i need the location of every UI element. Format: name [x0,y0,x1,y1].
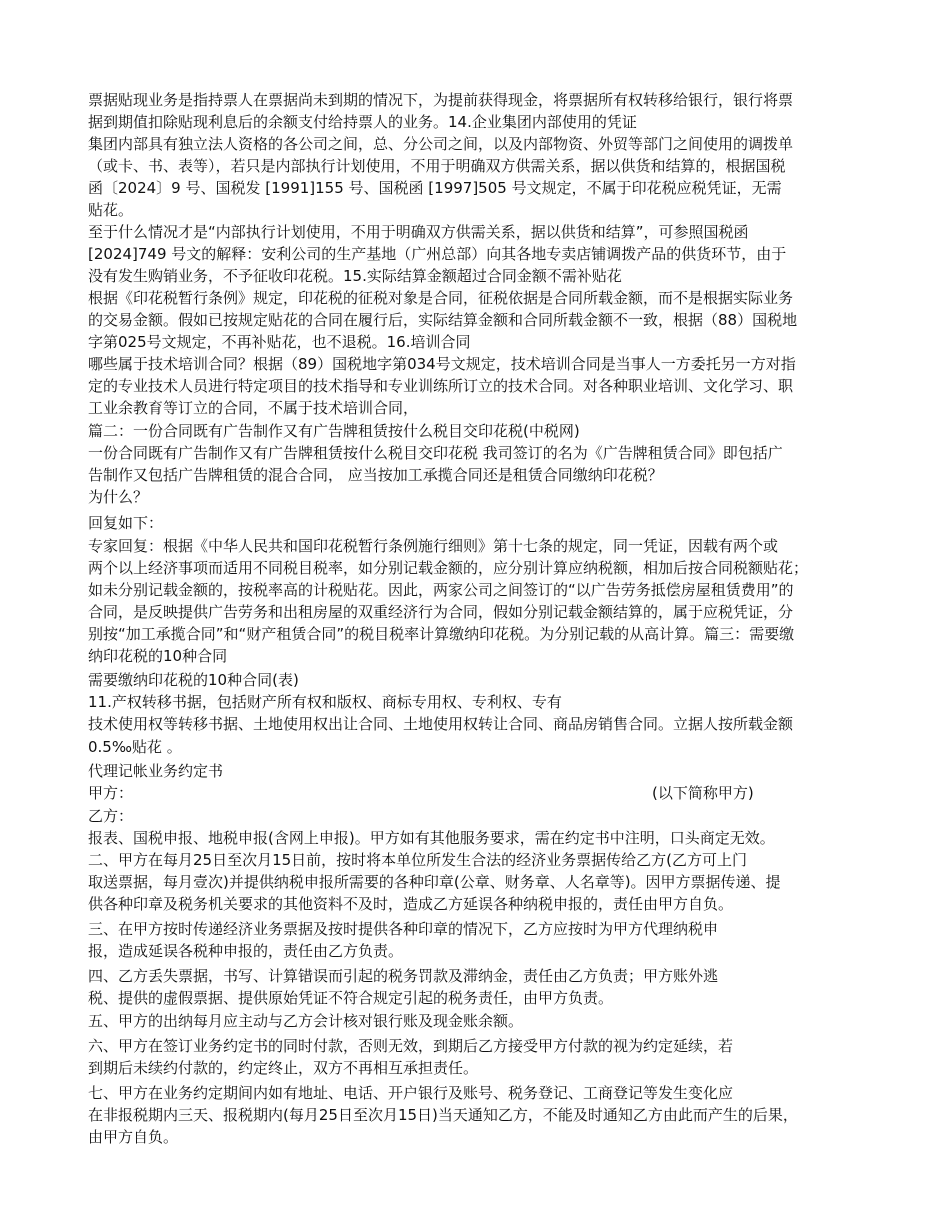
text-line: 回复如下： [88,514,164,532]
text-line: （或卡、书、表等），若只是内部执行计划使用，不用于明确双方供需关系，据以供货和结算的，根据国税 [88,157,786,175]
party-a-note: (以下简称甲方) [652,784,754,802]
text-line: 税、提供的虚假票据、提供原始凭证不符合规定引起的税务责任，由甲方负责。 [88,989,614,1007]
text-line: 一份合同既有广告制作又有广告牌租赁按什么税目交印花税 我司签订的名为《广告牌租赁合同》即包括广 [88,444,783,462]
text-line: 报表、国税申报、地税申报(含网上申报)。甲方如有其他服务要求，需在约定书中注明，口头商定无效。 [88,829,775,847]
text-line: 根据《印花税暂行条例》规定，印花税的征税对象是合同，征税依据是合同所载金额，而不是根据实际业务 [88,289,794,307]
text-line: 集团内部具有独立法人资格的各公司之间，总、分公司之间，以及内部物资、外贸等部门之间使用的调拨单 [88,135,794,153]
party-b-label: 乙方： [88,807,134,825]
text-line: 函〔2024〕9 号、国税发 [1991]155 号、国税函 [1997]505 号文规定，不属于印花税应税凭证，无需 [88,179,782,197]
text-line: 如未分别记载金额的，按税率高的计税贴花。因此，两家公司之间签订的“以广告劳务抵偿房屋租赁费用”的 [88,581,794,599]
text-line: 哪些属于技术培训合同？根据（89）国税地字第034号文规定，技术培训合同是当事人一方委托另一方对指 [88,355,796,373]
text-line: 0.5‰贴花 。 [88,738,182,756]
text-line: 五、甲方的出纳每月应主动与乙方会计核对银行账及现金账余额。 [88,1012,524,1030]
text-line: 票据贴现业务是指持票人在票据尚未到期的情况下，为提前获得现金，将票据所有权转移给银行，银行将票 [88,91,794,109]
text-line: 没有发生购销业务，不予征收印花税。15.实际结算金额超过合同金额不需补贴花 [88,267,622,285]
section-heading: 篇二：一份合同既有广告制作又有广告牌租赁按什么税目交印花税(中税网) [88,422,580,440]
text-line: [2024]749 号文的解释：安利公司的生产基地（广州总部）向其各地专卖店铺调拨产品的供货环节，由于 [88,245,787,263]
text-line: 由甲方自负。 [88,1128,179,1146]
text-line: 四、乙方丢失票据，书写、计算错误而引起的税务罚款及滞纳金，责任由乙方负责；甲方账外逃 [88,967,719,985]
text-line: 字第025号文规定，不再补贴花，也不退税。16.培训合同 [88,333,471,351]
text-line: 告制作又包括广告牌租赁的混合合同， 应当按加工承揽合同还是租赁合同缴纳印花税？ [88,466,663,484]
text-line: 三、在甲方按时传递经济业务票据及按时提供各种印章的情况下，乙方应按时为甲方代理纳税申 [88,920,719,938]
text-line: 纳印花税的10种合同 [88,647,228,665]
text-line: 的交易金额。假如已按规定贴花的合同在履行后，实际结算金额和合同所载金额不一致，根据（88）国税地 [88,311,798,329]
text-line: 两个以上经济事项而适用不同税目税率，如分别记载金额的，应分别计算应纳税额，相加后按合同税额贴花； [88,559,809,577]
text-line: 供各种印章及税务机关要求的其他资料不及时，造成乙方延误各种纳税申报的，责任由甲方自负。 [88,895,734,913]
party-a-label: 甲方： [88,784,134,802]
text-line: 11.产权转移书据，包括财产所有权和版权、商标专用权、专利权、专有 [88,693,562,711]
text-line: 定的专业技术人员进行特定项目的技术指导和专业训练所订立的技术合同。对各种职业培训、文化学习、职 [88,377,794,395]
text-line: 为什么？ [88,488,149,506]
text-line: 需要缴纳印花税的10种合同(表) [88,671,299,689]
text-line: 报，造成延误各税种申报的，责任由乙方负责。 [88,942,404,960]
text-line: 据到期值扣除贴现利息后的余额支付给持票人的业务。14.企业集团内部使用的凭证 [88,113,637,131]
text-line: 在非报税期内三天、报税期内(每月25日至次月15日)当天通知乙方，不能及时通知乙方由此而产生的后果， [88,1106,798,1124]
text-line: 取送票据，每月壹次)并提供纳税申报所需要的各种印章(公章、财务章、人名章等)。因甲方票据传递、提 [88,873,781,891]
text-line: 六、甲方在签订业务约定书的同时付款，否则无效，到期后乙方接受甲方付款的视为约定延续，若 [88,1037,734,1055]
text-line: 工业余教育等订立的合同，不属于技术培训合同， [88,399,419,417]
text-line: 至于什么情况才是“内部执行计划使用，不用于明确双方供需关系，据以供货和结算”，可参照国税函 [88,223,749,241]
text-line: 贴花。 [88,201,134,219]
text-line: 到期后未续约付款的，约定终止，双方不再相互承担责任。 [88,1059,479,1077]
text-line: 专家回复：根据《中华人民共和国印花税暂行条例施行细则》第十七条的规定，同一凭证，因载有两个或 [88,537,779,555]
agreement-title: 代理记帐业务约定书 [88,762,224,780]
text-line: 合同，是反映提供广告劳务和出租房屋的双重经济行为合同，假如分别记载金额结算的，属于应税凭证，分 [88,603,794,621]
text-line: 七、甲方在业务约定期间内如有地址、电话、开户银行及账号、税务登记、工商登记等发生变化应 [88,1084,734,1102]
text-line: 别按“加工承揽合同”和“财产租赁合同”的税目税率计算缴纳印花税。为分别记载的从高计算。篇三：需要缴 [88,625,795,643]
text-line: 技术使用权等转移书据、土地使用权出让合同、土地使用权转让合同、商品房销售合同。立据人按所载金额 [88,715,794,733]
text-line: 二、甲方在每月25日至次月15日前，按时将本单位所发生合法的经济业务票据传给乙方(乙方可上门 [88,851,748,869]
